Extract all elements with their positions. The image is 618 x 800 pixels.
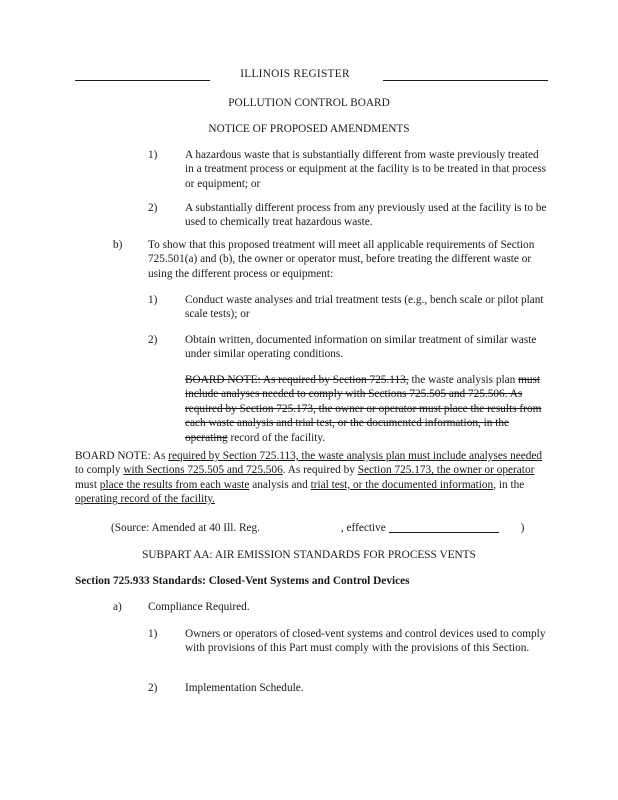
item-text: Obtain written, documented information on similar treatment of similar waste under similar operating conditions.	[185, 334, 537, 361]
deleted-text: BOARD NOTE: As required by Section 725.113,	[185, 374, 409, 386]
item-number: a)	[113, 601, 122, 613]
inserted-text: place the results from each waste	[99, 478, 250, 491]
header-rule-right	[383, 80, 548, 81]
inserted-text: Section 725.173, the owner or operator	[357, 464, 535, 477]
source-text: (Source: Amended at 40 Ill. Reg.	[111, 522, 263, 534]
inserted-text: operating record of the facility.	[75, 493, 216, 506]
notice-title: NOTICE OF PROPOSED AMENDMENTS	[208, 123, 410, 135]
subpart-heading: SUBPART AA: AIR EMISSION STANDARDS FOR PROCESS VENTS	[142, 549, 476, 561]
note-text: analysis and	[249, 478, 311, 491]
item-text: Owners or operators of closed-vent systems and control devices used to comply with provisions of this Part must comply with the provisions of this Section.	[185, 628, 546, 655]
note-text: , in the	[493, 478, 525, 491]
new-board-note	[75, 449, 550, 507]
inserted-text: required by Section 725.113, the waste analysis plan must include analyses needed	[168, 450, 543, 462]
item-number: 1)	[148, 294, 158, 306]
note-text: must	[75, 478, 100, 491]
retained-text: the waste analysis plan	[408, 374, 516, 386]
blank-line	[389, 532, 499, 533]
board-title: POLLUTION CONTROL BOARD	[228, 97, 390, 109]
section-heading: Section 725.933 Standards: Closed-Vent Systems and Control Devices	[75, 575, 410, 587]
item-number: 1)	[148, 628, 158, 640]
item-number: 2)	[148, 202, 158, 214]
item-text: Implementation Schedule.	[185, 682, 304, 694]
old-board-note	[185, 373, 550, 445]
item-number: 2)	[148, 334, 158, 346]
note-text: BOARD NOTE: As	[75, 450, 169, 462]
item-number: 1)	[148, 149, 158, 161]
source-effective: , effective	[340, 522, 389, 534]
item-text: Conduct waste analyses and trial treatment tests (e.g., bench scale or pilot plant scale tests); or	[185, 294, 544, 321]
item-number: b)	[113, 239, 123, 251]
note-text: to comply	[75, 464, 124, 477]
register-title: ILLINOIS REGISTER	[240, 68, 350, 80]
retained-text: record of the facility.	[227, 431, 326, 444]
inserted-text: with Sections 725.505 and 725.506	[123, 464, 283, 477]
note-text: . As required by	[282, 464, 358, 477]
deleted-text: must include analyses needed to comply with Sections 725.505 and 725.506. As required by Section 725.173, the owner or operator must place the results from each waste analysis and trial test, or the documented information, in the operating	[185, 374, 542, 444]
item-text: To show that this proposed treatment will meet all applicable requirements of Section 725.501(a) and (b), the owner or operator must, before treating the different waste or using the different process or equipment:	[148, 239, 535, 280]
source-close: )	[520, 522, 525, 534]
source-line	[111, 521, 524, 535]
header-rule-left	[75, 80, 210, 81]
item-text: A substantially different process from any previously used at the facility is to be used to chemically treat hazardous waste.	[185, 202, 547, 229]
inserted-text: trial test, or the documented information	[310, 478, 494, 491]
item-text: Compliance Required.	[148, 601, 250, 613]
item-number: 2)	[148, 682, 158, 694]
item-text: A hazardous waste that is substantially different from waste previously treated in a treatment process or equipment at the facility is to be treated in that process or equipment; or	[185, 149, 547, 190]
